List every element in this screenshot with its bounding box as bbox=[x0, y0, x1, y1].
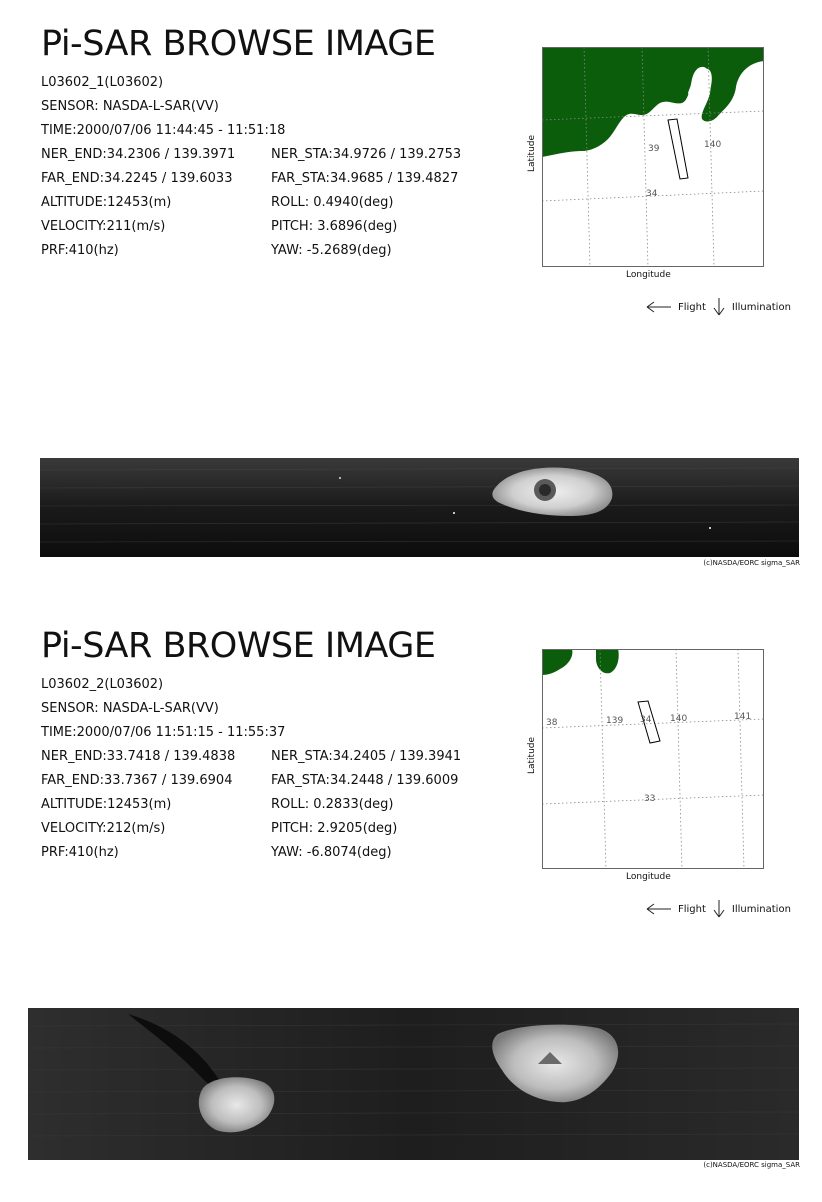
roll: ROLL: 0.4940(deg) bbox=[271, 195, 394, 210]
flight-label: Flight bbox=[678, 301, 706, 313]
graticule bbox=[542, 649, 764, 869]
illumination-arrow-icon bbox=[712, 899, 726, 919]
coastline-land bbox=[596, 649, 619, 673]
sar-strip-image bbox=[28, 1008, 799, 1160]
sar-image-rendering bbox=[28, 1008, 799, 1160]
ner-sta: NER_STA:34.9726 / 139.2753 bbox=[271, 147, 462, 162]
location-map bbox=[542, 47, 764, 267]
far-end: FAR_END:33.7367 / 139.6904 bbox=[41, 773, 233, 788]
velocity: VELOCITY:211(m/s) bbox=[41, 219, 166, 234]
prf: PRF:410(hz) bbox=[41, 845, 119, 860]
illumination-label: Illumination bbox=[731, 903, 791, 915]
scene-footprint bbox=[668, 119, 688, 179]
grid-label: 38 bbox=[546, 718, 558, 728]
time-info: TIME:2000/07/06 11:44:45 - 11:51:18 bbox=[41, 123, 286, 138]
longitude-axis-label: Longitude bbox=[626, 872, 671, 882]
page-title: Pi-SAR BROWSE IMAGE bbox=[41, 626, 436, 666]
far-sta: FAR_STA:34.9685 / 139.4827 bbox=[271, 171, 459, 186]
map-canvas bbox=[542, 649, 764, 869]
coastline-land bbox=[542, 47, 764, 157]
prf: PRF:410(hz) bbox=[41, 243, 119, 258]
grid-label: 33 bbox=[644, 794, 656, 804]
scene-id: L03602_1(L03602) bbox=[41, 75, 164, 90]
scene-id: L03602_2(L03602) bbox=[41, 677, 164, 692]
browse-section-1 bbox=[0, 0, 822, 600]
grid-label: 141 bbox=[734, 712, 752, 722]
flight-arrow-icon bbox=[645, 300, 673, 314]
sar-strip-image bbox=[40, 458, 799, 557]
sar-image-rendering bbox=[40, 458, 799, 557]
sensor-info: SENSOR: NASDA-L-SAR(VV) bbox=[41, 701, 219, 716]
yaw: YAW: -6.8074(deg) bbox=[271, 845, 392, 860]
altitude: ALTITUDE:12453(m) bbox=[41, 797, 172, 812]
flight-arrow-icon bbox=[645, 902, 673, 916]
yaw: YAW: -5.2689(deg) bbox=[271, 243, 392, 258]
grid-label: 140 bbox=[704, 140, 722, 150]
browse-section-2 bbox=[0, 602, 822, 1202]
direction-legend bbox=[645, 297, 791, 317]
velocity: VELOCITY:212(m/s) bbox=[41, 821, 166, 836]
page-title: Pi-SAR BROWSE IMAGE bbox=[41, 24, 436, 64]
copyright-credit: (c)NASDA/EORC sigma_SAR bbox=[703, 1161, 800, 1169]
grid-label: 34 bbox=[646, 189, 658, 199]
latitude-axis-label: Latitude bbox=[527, 736, 537, 774]
pitch: PITCH: 2.9205(deg) bbox=[271, 821, 398, 836]
latitude-axis-label: Latitude bbox=[527, 134, 537, 172]
longitude-axis-label: Longitude bbox=[626, 270, 671, 280]
roll: ROLL: 0.2833(deg) bbox=[271, 797, 394, 812]
direction-legend bbox=[645, 899, 791, 919]
pitch: PITCH: 3.6896(deg) bbox=[271, 219, 398, 234]
coastline-land bbox=[542, 649, 572, 675]
altitude: ALTITUDE:12453(m) bbox=[41, 195, 172, 210]
grid-label: 140 bbox=[670, 714, 688, 724]
grid-label: 34 bbox=[640, 715, 652, 725]
illumination-arrow-icon bbox=[712, 297, 726, 317]
far-sta: FAR_STA:34.2448 / 139.6009 bbox=[271, 773, 459, 788]
sensor-info: SENSOR: NASDA-L-SAR(VV) bbox=[41, 99, 219, 114]
illumination-label: Illumination bbox=[731, 301, 791, 313]
ner-end: NER_END:33.7418 / 139.4838 bbox=[41, 749, 236, 764]
flight-label: Flight bbox=[678, 903, 706, 915]
location-map bbox=[542, 649, 764, 869]
map-canvas bbox=[542, 47, 764, 267]
ner-end: NER_END:34.2306 / 139.3971 bbox=[41, 147, 236, 162]
time-info: TIME:2000/07/06 11:51:15 - 11:55:37 bbox=[41, 725, 286, 740]
grid-label: 39 bbox=[648, 144, 660, 154]
grid-label: 139 bbox=[606, 716, 624, 726]
far-end: FAR_END:34.2245 / 139.6033 bbox=[41, 171, 233, 186]
copyright-credit: (c)NASDA/EORC sigma_SAR bbox=[703, 559, 800, 567]
ner-sta: NER_STA:34.2405 / 139.3941 bbox=[271, 749, 462, 764]
